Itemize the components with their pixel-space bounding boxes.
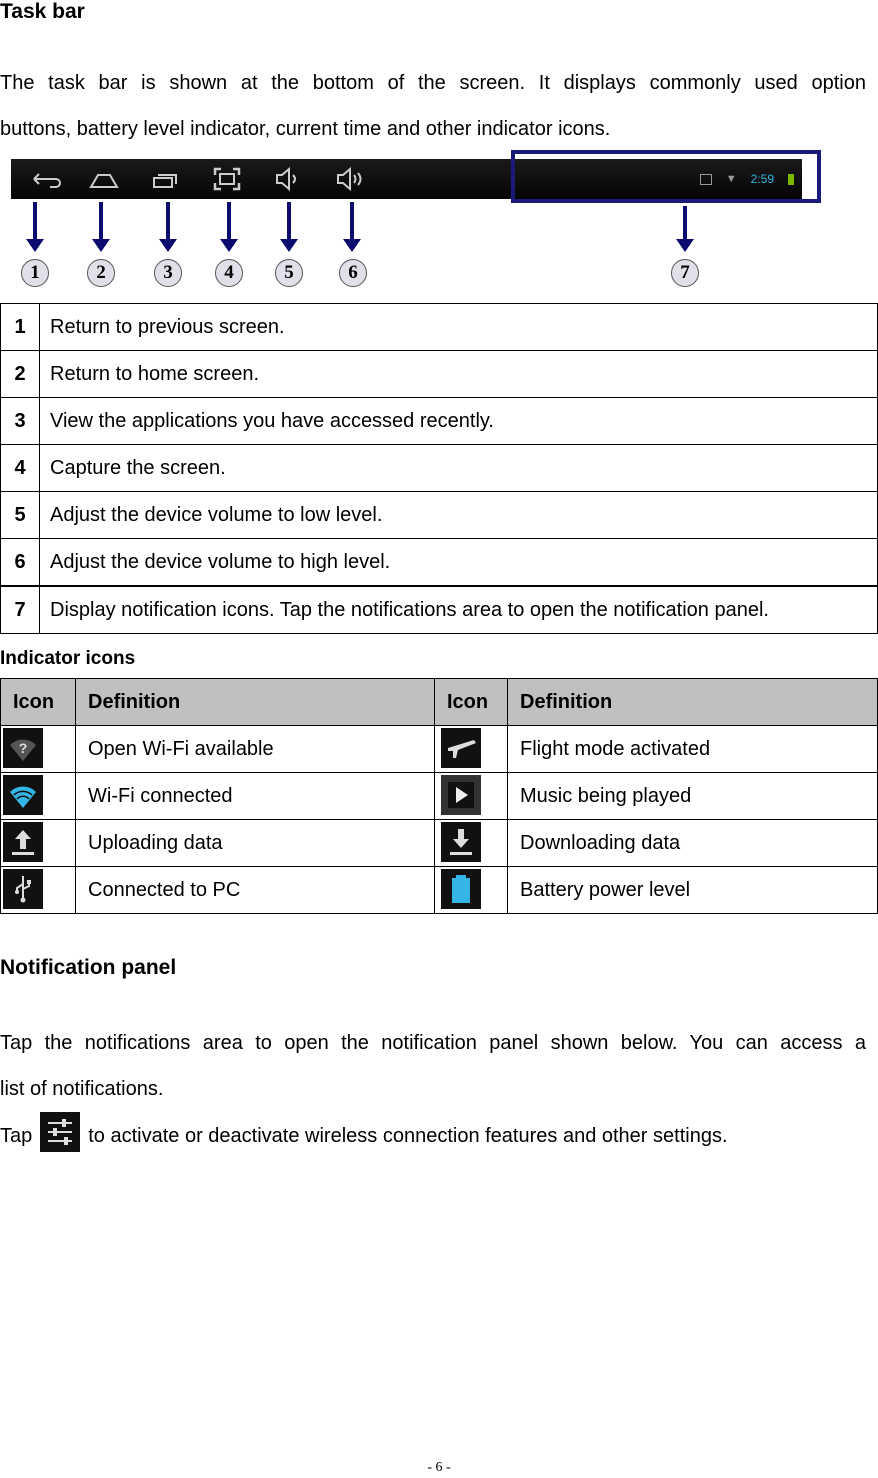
table-row [1,539,878,587]
callout-arrow-1 [33,202,37,240]
callout-5: 5 [275,259,303,287]
item-number: 1 [1,304,40,351]
tap-settings-paragraph [0,1112,728,1159]
item-number: 3 [1,398,40,445]
table-row [1,398,878,445]
screenshot-icon [209,165,245,193]
download-icon [441,822,481,862]
item-number: 5 [1,492,40,539]
settings-sliders-icon [40,1112,80,1152]
notification-area-highlight [511,150,821,203]
upload-icon [3,822,43,862]
notification-paragraph-line1: Tap the notifications area to open the notification panel shown below. You can access a [0,1032,866,1054]
task-bar-paragraph-line1: The task bar is shown at the bottom of the screen. It displays commonly used option [0,72,866,94]
table-row [1,351,878,398]
section-title-task-bar: Task bar [0,0,85,23]
table-row [1,867,878,914]
status-time: 2:59 [750,172,774,186]
item-text: Return to previous screen. [40,304,878,351]
recent-apps-icon [148,165,184,193]
item-number: 7 [1,586,40,634]
definition-text: Connected to PC [76,867,435,914]
indicator-icons-title: Indicator icons [0,648,136,669]
header-icon: Icon [1,679,76,726]
svg-text:?: ? [18,740,28,756]
callout-6: 6 [339,259,367,287]
item-number: 2 [1,351,40,398]
callout-2: 2 [87,259,115,287]
item-text: Adjust the device volume to high level. [40,539,878,587]
play-icon [441,775,481,815]
callout-7: 7 [671,259,699,287]
header-definition: Definition [508,679,878,726]
task-bar-paragraph-line2: buttons, battery level indicator, current time and other indicator icons. [0,118,611,140]
table-row [1,445,878,492]
back-icon [28,165,64,193]
callout-arrow-5 [287,202,291,240]
item-number: 4 [1,445,40,492]
callout-arrow-2 [99,202,103,240]
table-row [1,492,878,539]
item-number: 6 [1,539,40,587]
callout-arrow-6 [350,202,354,240]
indicator-icons-table [0,678,878,914]
item-text: Adjust the device volume to low level. [40,492,878,539]
page-number: - 6 - [427,1460,451,1475]
icon-cell [1,726,76,773]
definition-text: Flight mode activated [508,726,878,773]
volume-down-icon [270,165,306,193]
table-row [1,773,878,820]
callout-4: 4 [215,259,243,287]
volume-up-icon [333,165,369,193]
header-icon: Icon [435,679,508,726]
callout-arrow-3 [166,202,170,240]
battery-icon [441,869,481,909]
table-row [1,304,878,351]
icon-cell [435,726,508,773]
definition-text: Uploading data [76,820,435,867]
icon-cell [1,773,76,820]
usb-icon [3,869,43,909]
wifi-open-icon [3,728,43,768]
item-text: View the applications you have accessed recently. [40,398,878,445]
item-text: Return to home screen. [40,351,878,398]
definition-text: Wi-Fi connected [76,773,435,820]
item-text: Capture the screen. [40,445,878,492]
callout-arrow-7 [683,206,687,240]
tap-suffix: to activate or deactivate wireless connection features and other settings. [88,1125,728,1147]
table-row [1,726,878,773]
callout-3: 3 [154,259,182,287]
icon-cell [1,820,76,867]
wifi-status-icon: ▼ [725,173,737,185]
home-icon [86,165,122,193]
airplane-icon [441,728,481,768]
callout-arrow-4 [227,202,231,240]
taskbar-legend-table [0,303,878,634]
icon-cell [435,773,508,820]
icon-cell [435,820,508,867]
table-row [1,820,878,867]
definition-text: Downloading data [508,820,878,867]
item-text: Display notification icons. Tap the notifications area to open the notification panel. [40,586,878,634]
tap-prefix: Tap [0,1125,33,1147]
notification-paragraph-line2: list of notifications. [0,1078,164,1100]
table-row [1,586,878,634]
icon-cell [435,867,508,914]
table-header-row [1,679,878,726]
definition-text: Battery power level [508,867,878,914]
header-definition: Definition [76,679,435,726]
icon-cell [1,867,76,914]
wifi-connected-icon [3,775,43,815]
definition-text: Music being played [508,773,878,820]
definition-text: Open Wi-Fi available [76,726,435,773]
callout-1: 1 [21,259,49,287]
section-title-notification-panel: Notification panel [0,956,177,979]
